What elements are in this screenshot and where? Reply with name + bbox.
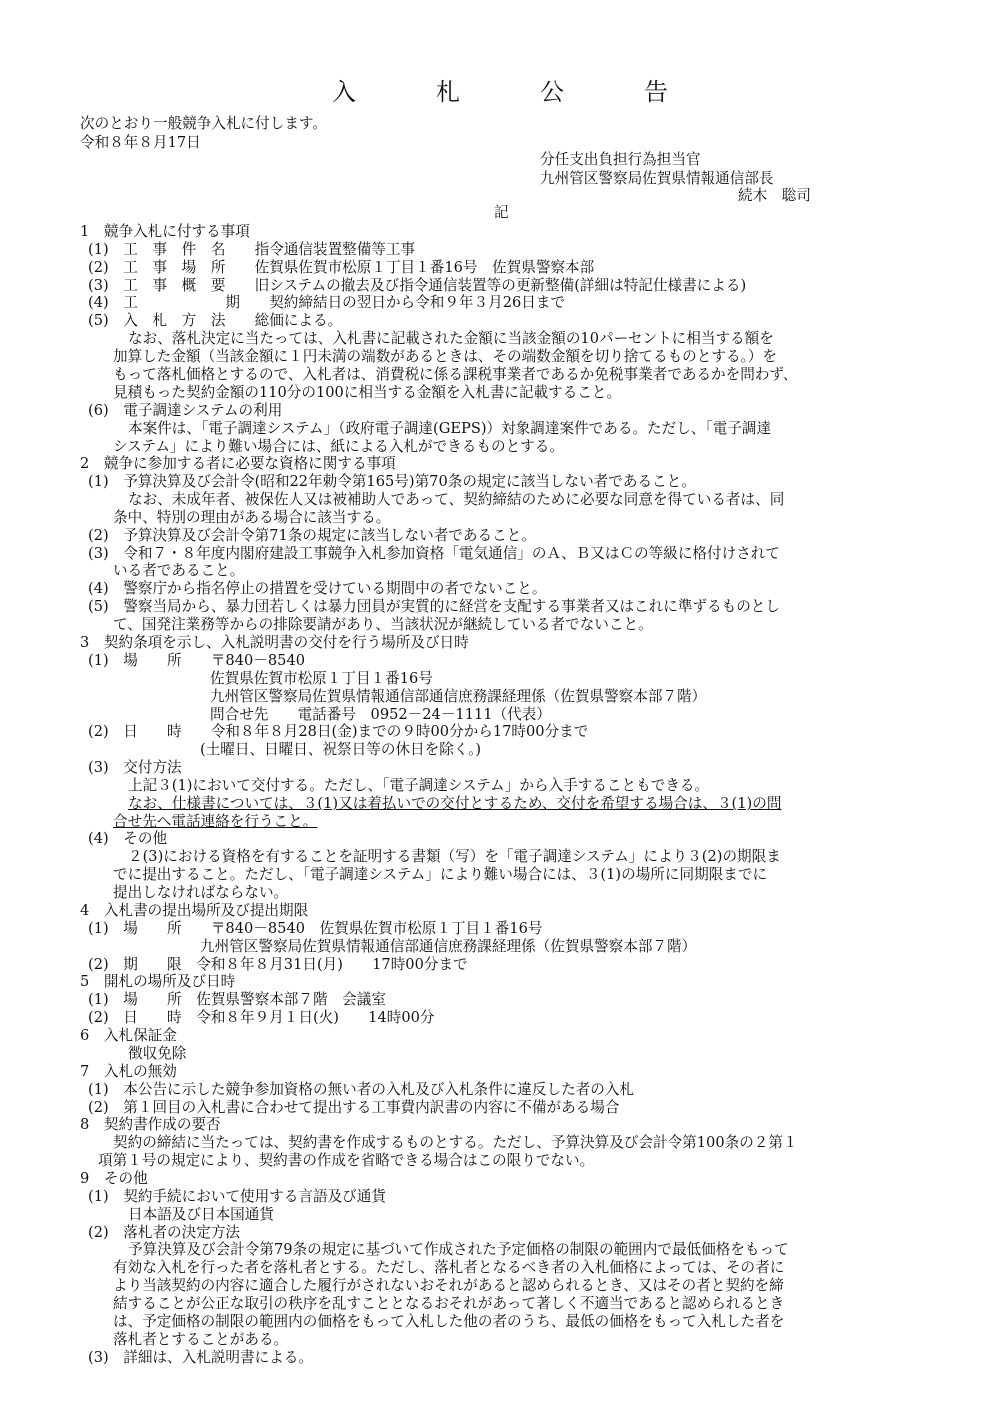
section-2-item-1-text: 条中、特別の理由がある場合に該当する。 [113,509,391,526]
section-3-address: 佐賀県佐賀市松原１丁目１番16号 [210,670,433,687]
section-1-item-5-text: なお、落札決定に当たっては、入札書に記載された金額に当該金額の10パーセントに相当する額を [128,330,774,347]
section-4-office: 九州管区警察局佐賀県情報通信部通信庶務課経理係（佐賀県警察本部７階） [200,938,697,955]
section-4-item-1: (1) 場 所 〒840－8540 佐賀県佐賀市松原１丁目１番16号 [88,920,543,937]
section-1-item-5: (5) 入 札 方 法 総価による。 [88,312,343,329]
section-4-item-2: (2) 期 限 令和８年８月31日(月) 17時00分まで [88,956,468,973]
section-3-item-2-note: (土曜日、日曜日、祝祭日等の休日を除く。) [200,741,482,758]
section-1-item-4: (4) 工 期 契約締結日の翌日から令和９年３月26日まで [88,294,566,311]
section-9-item-2-text: 有効な入札を行った者を落札者とする。ただし、落札者となるべき者の入札価格によっては、その者に [113,1259,785,1276]
notice-title: 入 札 公 告 [332,78,696,106]
section-1-item-5-text: 見積もった契約金額の110分の100に相当する金額を入札書に記載すること。 [113,384,622,401]
section-3-item-3-underlined: なお、仕様書については、３(1)又は着払いでの交付とするため、交付を希望する場合は、３(1)の問 [128,795,782,812]
section-3-item-4-text: でに提出すること。ただし、「電子調達システム」により難い場合には、３(1)の場所に同期限までに [113,866,768,883]
section-3-item-2: (2) 日 時 令和８年８月28日(金)までの９時00分から17時00分まで [88,723,589,740]
section-5-item-2: (2) 日 時 令和８年９月１日(火) 14時00分 [88,1009,435,1026]
section-3-item-4-text: 提出しなければならない。 [113,884,289,901]
section-3-item-3: (3) 交付方法 [88,759,182,776]
intro-text: 次のとおり一般競争入札に付します。 [80,115,327,132]
section-1-item-6-text: システム」により難い場合には、紙による入札ができるものとする。 [113,438,564,455]
section-9-item-2-text: 落札者とすることがある。 [113,1331,289,1348]
section-8-text: 項第１号の規定により、契約書の作成を省略できる場合はこの限りでない。 [98,1152,595,1169]
section-3-office: 九州管区警察局佐賀県情報通信部通信庶務課経理係（佐賀県警察本部７階） [210,688,707,705]
section-2-item-5: (5) 警察当局から、暴力団若しくは暴力団員が実質的に経営を支配する事業者又はこれに準ずるものとし [88,598,780,615]
section-9-item-2-text: より当該契約の内容に適合した履行がされないおそれがあると認められるとき、又はその者と契約を締 [113,1277,784,1294]
section-7-heading: 7 入札の無効 [80,1063,177,1080]
section-1-heading: 1 競争入札に付する事項 [80,223,250,240]
section-8-heading: 8 契約書作成の要否 [80,1116,221,1133]
section-1-item-2: (2) 工 事 場 所 佐賀県佐賀市松原１丁目１番16号 佐賀県警察本部 [88,259,595,276]
section-4-heading: 4 入札書の提出場所及び提出期限 [80,902,309,919]
section-1-item-6-text: 本案件は、「電子調達システム」（政府電子調達(GEPS)）対象調達案件である。ただし、「電子調達 [128,420,772,437]
section-3-item-1: (1) 場 所 〒840－8540 [88,652,306,669]
section-2-heading: 2 競争に参加する者に必要な資格に関する事項 [80,455,396,472]
section-1-item-1: (1) 工 事 件 名 指令通信装置整備等工事 [88,241,416,258]
section-2-item-5-text: て、国発注業務等からの排除要請があり、当該状況が継続している者でないこと。 [113,616,653,633]
section-5-item-1: (1) 場 所 佐賀県警察本部７階 会議室 [88,991,386,1008]
section-7-item-1: (1) 本公告に示した競争参加資格の無い者の入札及び入札条件に違反した者の入札 [88,1081,635,1098]
section-2-item-3: (3) 令和７・８年度内閣府建設工事競争入札参加資格「電気通信」のＡ、Ｂ又はＣの等級に格付けされて [88,545,780,562]
section-1-item-3: (3) 工 事 概 要 旧システムの撤去及び指令通信装置等の更新整備(詳細は特記仕様書による) [88,277,747,294]
section-7-item-2: (2) 第１回目の入札書に合わせて提出する工事費内訳書の内容に不備がある場合 [88,1099,620,1116]
section-3-item-3-underlined: 合せ先へ電話連絡を行うこと。 [113,813,318,830]
section-3-item-4-text: ２(3)における資格を有することを証明する書類（写）を「電子調達システム」により３(2)の期限ま [128,848,781,865]
ki-marker: 記 [494,204,509,221]
section-3-item-4: (4) その他 [88,830,168,847]
section-9-item-2-text: 結することが公正な取引の秩序を乱すこととなるおそれがあって著しく不適当であると認められるとき [113,1295,785,1312]
section-3-heading: 3 契約条項を示し、入札説明書の交付を行う場所及び日時 [80,634,469,651]
section-9-item-2: (2) 落札者の決定方法 [88,1224,241,1241]
section-9-item-2-text: は、予定価格の制限の範囲内の価格をもって入札した他の者のうち、最低の価格をもって入札した者を [113,1313,785,1330]
section-8-text: 契約の締結に当たっては、契約書を作成するものとする。ただし、予算決算及び会計令第100条の２第１ [113,1134,798,1151]
section-9-item-3: (3) 詳細は、入札説明書による。 [88,1349,313,1366]
issuer-name: 続木 聡司 [738,187,811,204]
section-6-text: 徴収免除 [128,1045,187,1062]
section-9-heading: 9 その他 [80,1170,148,1187]
section-1-item-5-text: 加算した金額（当該金額に１円未満の端数があるときは、その端数金額を切り捨てるものとする。）を [113,348,778,365]
section-1-item-6: (6) 電子調達システムの利用 [88,402,283,419]
section-2-item-1: (1) 予算決算及び会計令(昭和22年勅令第165号)第70条の規定に該当しない者であること。 [88,473,696,490]
section-2-item-1-text: なお、未成年者、被保佐人又は被補助人であって、契約締結のために必要な同意を得ている者は、同 [128,491,785,508]
section-1-item-5-text: もって落札価格とするので、入札者は、消費税に係る課税事業者であるか免税事業者であるかを問わず、 [113,366,798,383]
section-5-heading: 5 開札の場所及び日時 [80,973,236,990]
section-9-item-1-text: 日本語及び日本国通貨 [128,1206,274,1223]
section-3-contact: 問合せ先 電話番号 0952－24－1111（代表） [210,706,551,723]
notice-date: 令和８年８月17日 [80,134,201,151]
section-2-item-4: (4) 警察庁から指名停止の措置を受けている期間中の者でないこと。 [88,580,547,597]
section-2-item-2: (2) 予算決算及び会計令第71条の規定に該当しない者であること。 [88,527,536,544]
section-9-item-1: (1) 契約手続において使用する言語及び通貨 [88,1188,386,1205]
section-6-heading: 6 入札保証金 [80,1027,177,1044]
issuer-role: 分任支出負担行為担当官 [540,151,701,168]
section-3-item-3-text: 上記３(1)において交付する。ただし、「電子調達システム」から入手することもできる。 [128,777,710,794]
section-2-item-3-text: いる者であること。 [113,562,245,579]
issuer-org: 九州管区警察局佐賀県情報通信部長 [540,170,774,187]
section-9-item-2-text: 予算決算及び会計令第79条の規定に基づいて作成された予定価格の制限の範囲内で最低価格をもって [128,1241,789,1258]
